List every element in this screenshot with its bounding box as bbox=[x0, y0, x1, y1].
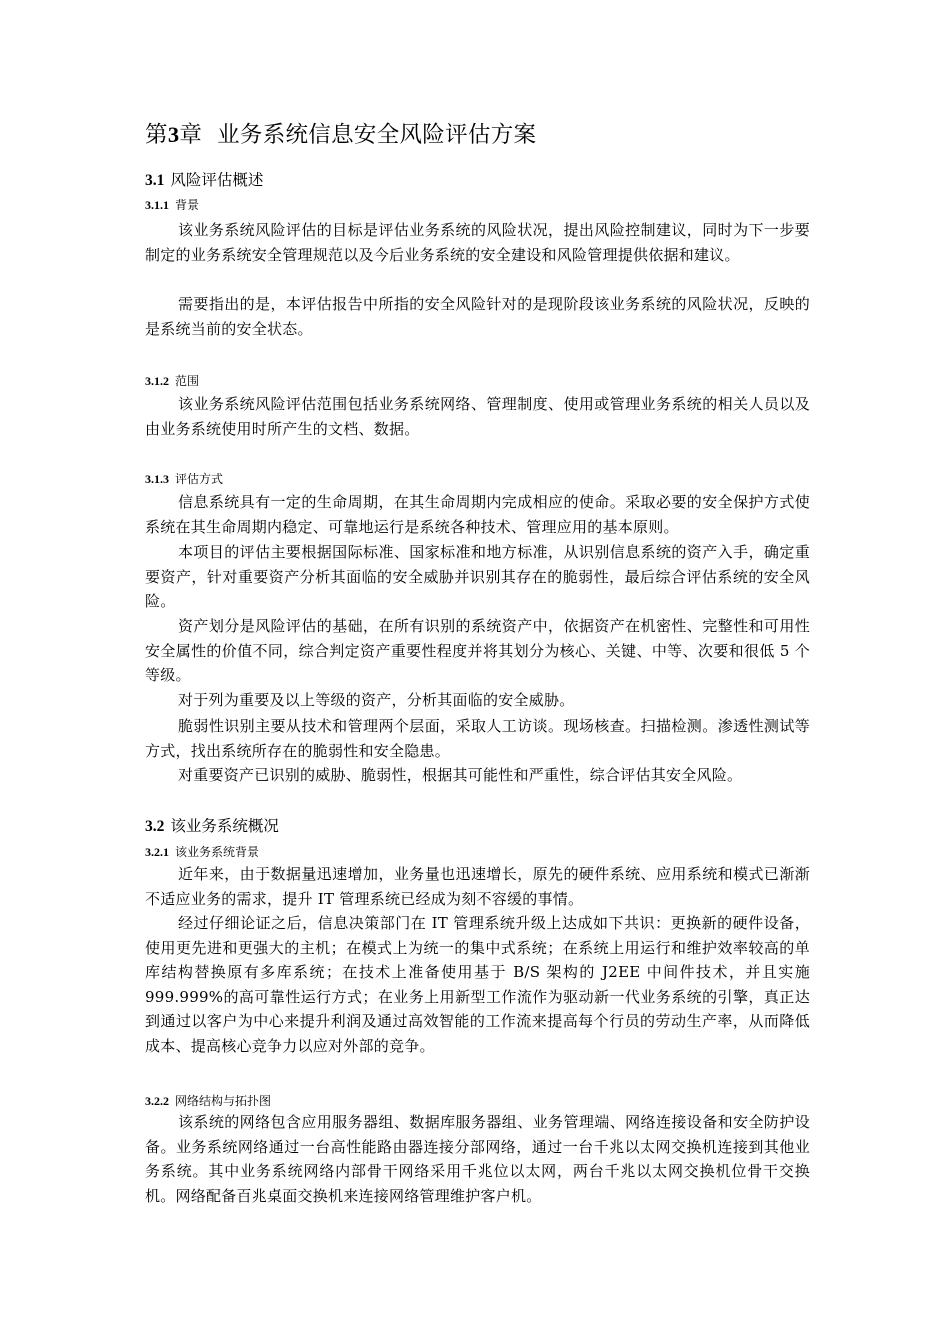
paragraph: 近年来，由于数据量迅速增加，业务量也迅速增长，原先的硬件系统、应用系统和模式已渐渐不适应业务的需求，提升 IT 管理系统已经成为刻不容缓的事情。 bbox=[145, 865, 810, 908]
paragraph: 信息系统具有一定的生命周期，在其生命周期内完成相应的使命。采取必要的安全保护方式使系统在其生命周期内稳定、可靠地运行是系统各种技术、管理应用的基本原则。 bbox=[145, 493, 810, 536]
subsection-heading-3-1-1: 3.1.1 背景 bbox=[145, 198, 200, 212]
paragraph: 该业务系统风险评估的目标是评估业务系统的风险状况，提出风险控制建议，同时为下一步要制定的业务系统安全管理规范以及今后业务系统的安全建设和风险管理提供依据和建议。 bbox=[145, 221, 810, 264]
subsection-heading-3-2-2: 3.2.2 网络结构与拓扑图 bbox=[145, 1094, 272, 1108]
subsection-heading-3-2-1: 3.2.1 该业务系统背景 bbox=[145, 845, 260, 859]
subsection-heading-3-1-2: 3.1.2 范围 bbox=[145, 374, 200, 388]
paragraph: 脆弱性识别主要从技术和管理两个层面，采取人工访谈。现场核查。扫描检测。渗透性测试等方式，找出系统所存在的脆弱性和安全隐患。 bbox=[145, 717, 810, 760]
paragraph: 需要指出的是，本评估报告中所指的安全风险针对的是现阶段该业务系统的风险状况，反映的是系统当前的安全状态。 bbox=[145, 295, 810, 338]
section-heading-3-1: 3.1 风险评估概述 bbox=[145, 171, 264, 189]
paragraph: 资产划分是风险评估的基础，在所有识别的系统资产中，依据资产在机密性、完整性和可用性安全属性的价值不同，综合判定资产重要性程度并将其划分为核心、关键、中等、次要和很低 5 个等级。 bbox=[145, 617, 810, 684]
paragraph: 对重要资产已识别的威胁、脆弱性，根据其可能性和严重性，综合评估其安全风险。 bbox=[178, 766, 743, 784]
paragraph: 对于列为重要及以上等级的资产，分析其面临的安全威胁。 bbox=[178, 691, 575, 709]
chapter-title: 第3章 业务系统信息安全风险评估方案 bbox=[145, 122, 537, 148]
paragraph: 该业务系统风险评估范围包括业务系统网络、管理制度、使用或管理业务系统的相关人员以及由业务系统使用时所产生的文档、数据。 bbox=[145, 395, 810, 438]
subsection-heading-3-1-3: 3.1.3 评估方式 bbox=[145, 472, 224, 486]
paragraph: 本项目的评估主要根据国际标准、国家标准和地方标准，从识别信息系统的资产入手，确定重要资产，针对重要资产分析其面临的安全威胁并识别其存在的脆弱性，最后综合评估系统的安全风险。 bbox=[145, 543, 810, 610]
paragraph: 该系统的网络包含应用服务器组、数据库服务器组、业务管理端、网络连接设备和安全防护设备。业务系统网络通过一台高性能路由器连接分部网络，通过一台千兆以太网交换机连接到其他业务系统。其中业务系统网络内部骨干网络采用千兆位以太网，两台千兆以太网交换机位骨干交换机。网络配备百兆桌面交换机来连接网络管理维护客户机。 bbox=[145, 1113, 810, 1205]
chapter-number: 3 bbox=[167, 122, 180, 147]
section-heading-3-2: 3.2 该业务系统概况 bbox=[145, 817, 279, 835]
paragraph: 经过仔细论证之后，信息决策部门在 IT 管理系统升级上达成如下共识：更换新的硬件设备，使用更先进和更强大的主机；在模式上为统一的集中式系统；在系统上用运行和维护效率较高的单库结构替换原有多库系统；在技术上准备使用基于 B/S 架构的 J2EE 中间件技术，并且实施 999.999%的高可靠性运行方式；在业务上用新型工作流作为驱动新一代业务系统的引擎，真正达到通过以客户为中心来提升利润及通过高效智能的工作流来提高每个行员的劳动生产率，从而降低成本、提高核心竞争力以应对外部的竞争。 bbox=[145, 914, 810, 1055]
chapter-title-text: 业务系统信息安全风险评估方案 bbox=[217, 122, 537, 148]
